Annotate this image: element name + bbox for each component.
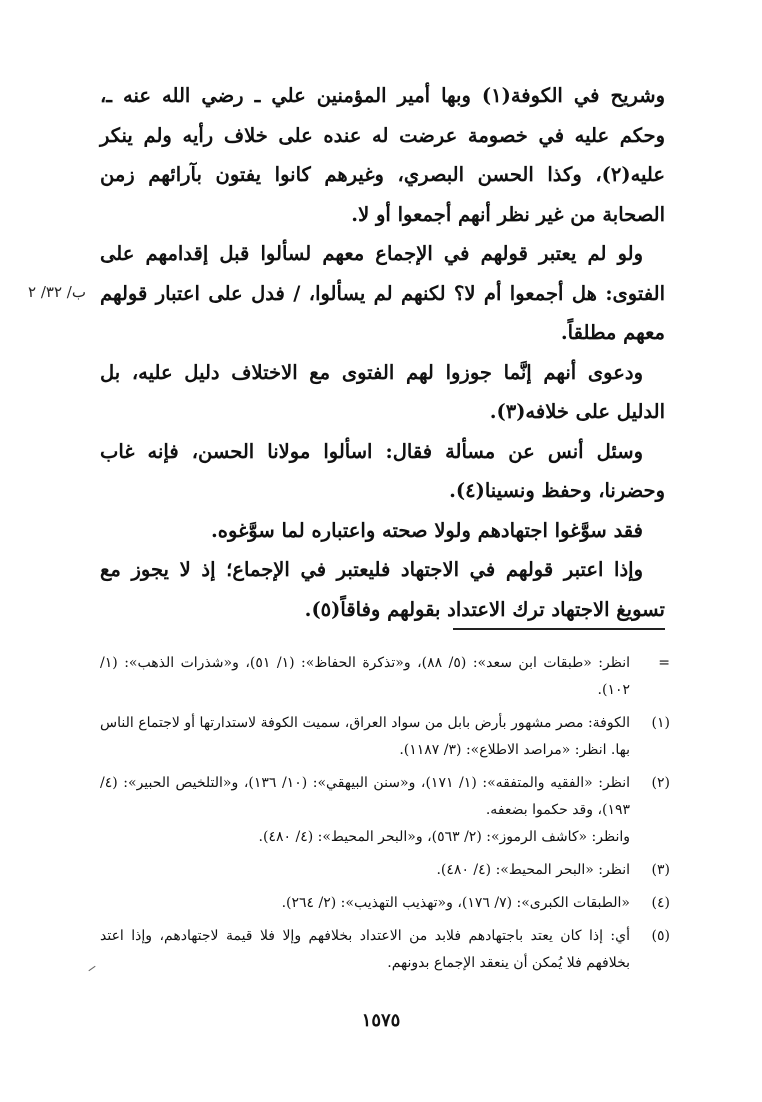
manuscript-folio-reference: ب/ ٣٢/ ٢ bbox=[28, 283, 86, 301]
footnote-text: انظر: «الفقيه والمتفقه»: (١/ ١٧١)، و«سنن البيهقي»: (١٠/ ١٣٦)، و«التلخيص الحبير»: (٤/ ١٩٣)، وقد حكموا بضعفه. bbox=[100, 775, 631, 818]
paragraph-4: وسئل أنس عن مسألة فقال: اسألوا مولانا الحسن، فإنه غاب وحضرنا، وحفظ ونسينا(٤). bbox=[100, 439, 665, 502]
footnote-text: «الطبقات الكبرى»: (٧/ ١٧٦)، و«تهذيب التهذيب»: (٢/ ٢٦٤). bbox=[281, 895, 630, 911]
footnote-4 bbox=[100, 890, 670, 917]
footnote-number: (٥) bbox=[651, 928, 670, 944]
footnote-text: وانظر: «كاشف الرموز»: (٢/ ٥٦٣)، و«البحر المحيط»: (٤/ ٤٨٠). bbox=[258, 829, 630, 845]
footnote-text: انظر: «البحر المحيط»: (٤/ ٤٨٠). bbox=[436, 862, 630, 878]
footnote-separator bbox=[453, 628, 665, 630]
footnote-number: = bbox=[658, 655, 670, 671]
footnotes bbox=[100, 650, 670, 983]
footnote-3 bbox=[100, 857, 670, 884]
footnote-continued bbox=[100, 650, 670, 704]
page-number: ١٥٧٥ bbox=[361, 1010, 401, 1031]
footnote-text: أي: إذا كان يعتد باجتهادهم فلابد من الاعتداد بخلافهم وإلا فلا قيمة لاجتهادهم، وإذا اعتد بخلافهم فلا يُمكن أن ينعقد الإجماع بدونهم. bbox=[100, 928, 630, 971]
footnote-number: (٢) bbox=[651, 775, 670, 791]
footnote-5 bbox=[100, 923, 670, 977]
footnote-text: انظر: «طبقات ابن سعد»: (٥/ ٨٨)، و«تذكرة الحفاظ»: (١/ ٥١)، و«شذرات الذهب»: (١/ ١٠٢). bbox=[100, 655, 631, 698]
main-text bbox=[100, 76, 665, 629]
paragraph-3: ودعوى أنهم إنَّما جوزوا لهم الفتوى مع الاختلاف دليل عليه، بل الدليل على خلافه(٣). bbox=[100, 360, 665, 423]
stray-mark bbox=[88, 966, 95, 971]
footnote-number: (٣) bbox=[651, 862, 670, 878]
footnote-number: (١) bbox=[651, 715, 670, 731]
footnote-2 bbox=[100, 770, 670, 851]
footnote-number: (٤) bbox=[651, 895, 670, 911]
footnote-text: الكوفة: مصر مشهور بأرض بابل من سواد العراق، سميت الكوفة لاستدارتها أو لاجتماع الناس بها. انظر: «مراصد الاطلاع»: (٣/ ١١٨٧). bbox=[100, 715, 630, 758]
footnote-1 bbox=[100, 710, 670, 764]
paragraph-5: فقد سوَّغوا اجتهادهم ولولا صحته واعتباره لما سوَّغوه. bbox=[211, 518, 643, 542]
paragraph-1: وشريح في الكوفة(١) وبها أمير المؤمنين علي ـ رضي الله عنه ـ، وحكم عليه في خصومة عرضت له عنده على خلاف رأيه ولم ينكر عليه(٢)، وكذا الحسن البصري، وغيرهم كانوا يفتون بآرائهم زمن الصحابة من غير نظر أنهم أجمعوا أو لا. bbox=[100, 84, 666, 226]
paragraph-6: وإذا اعتبر قولهم في الاجتهاد فليعتبر في الإجماع؛ إذ لا يجوز مع تسويغ الاجتهاد ترك الاعتداد بقولهم وفاقاً(٥). bbox=[100, 558, 665, 621]
paragraph-2: ولو لم يعتبر قولهم في الإجماع معهم لسألوا قبل إقدامهم على الفتوى: هل أجمعوا أم لا؟ لكنهم لم يسألوا، / فدل على اعتبار قولهم معهم مطلقاً. bbox=[100, 242, 665, 344]
